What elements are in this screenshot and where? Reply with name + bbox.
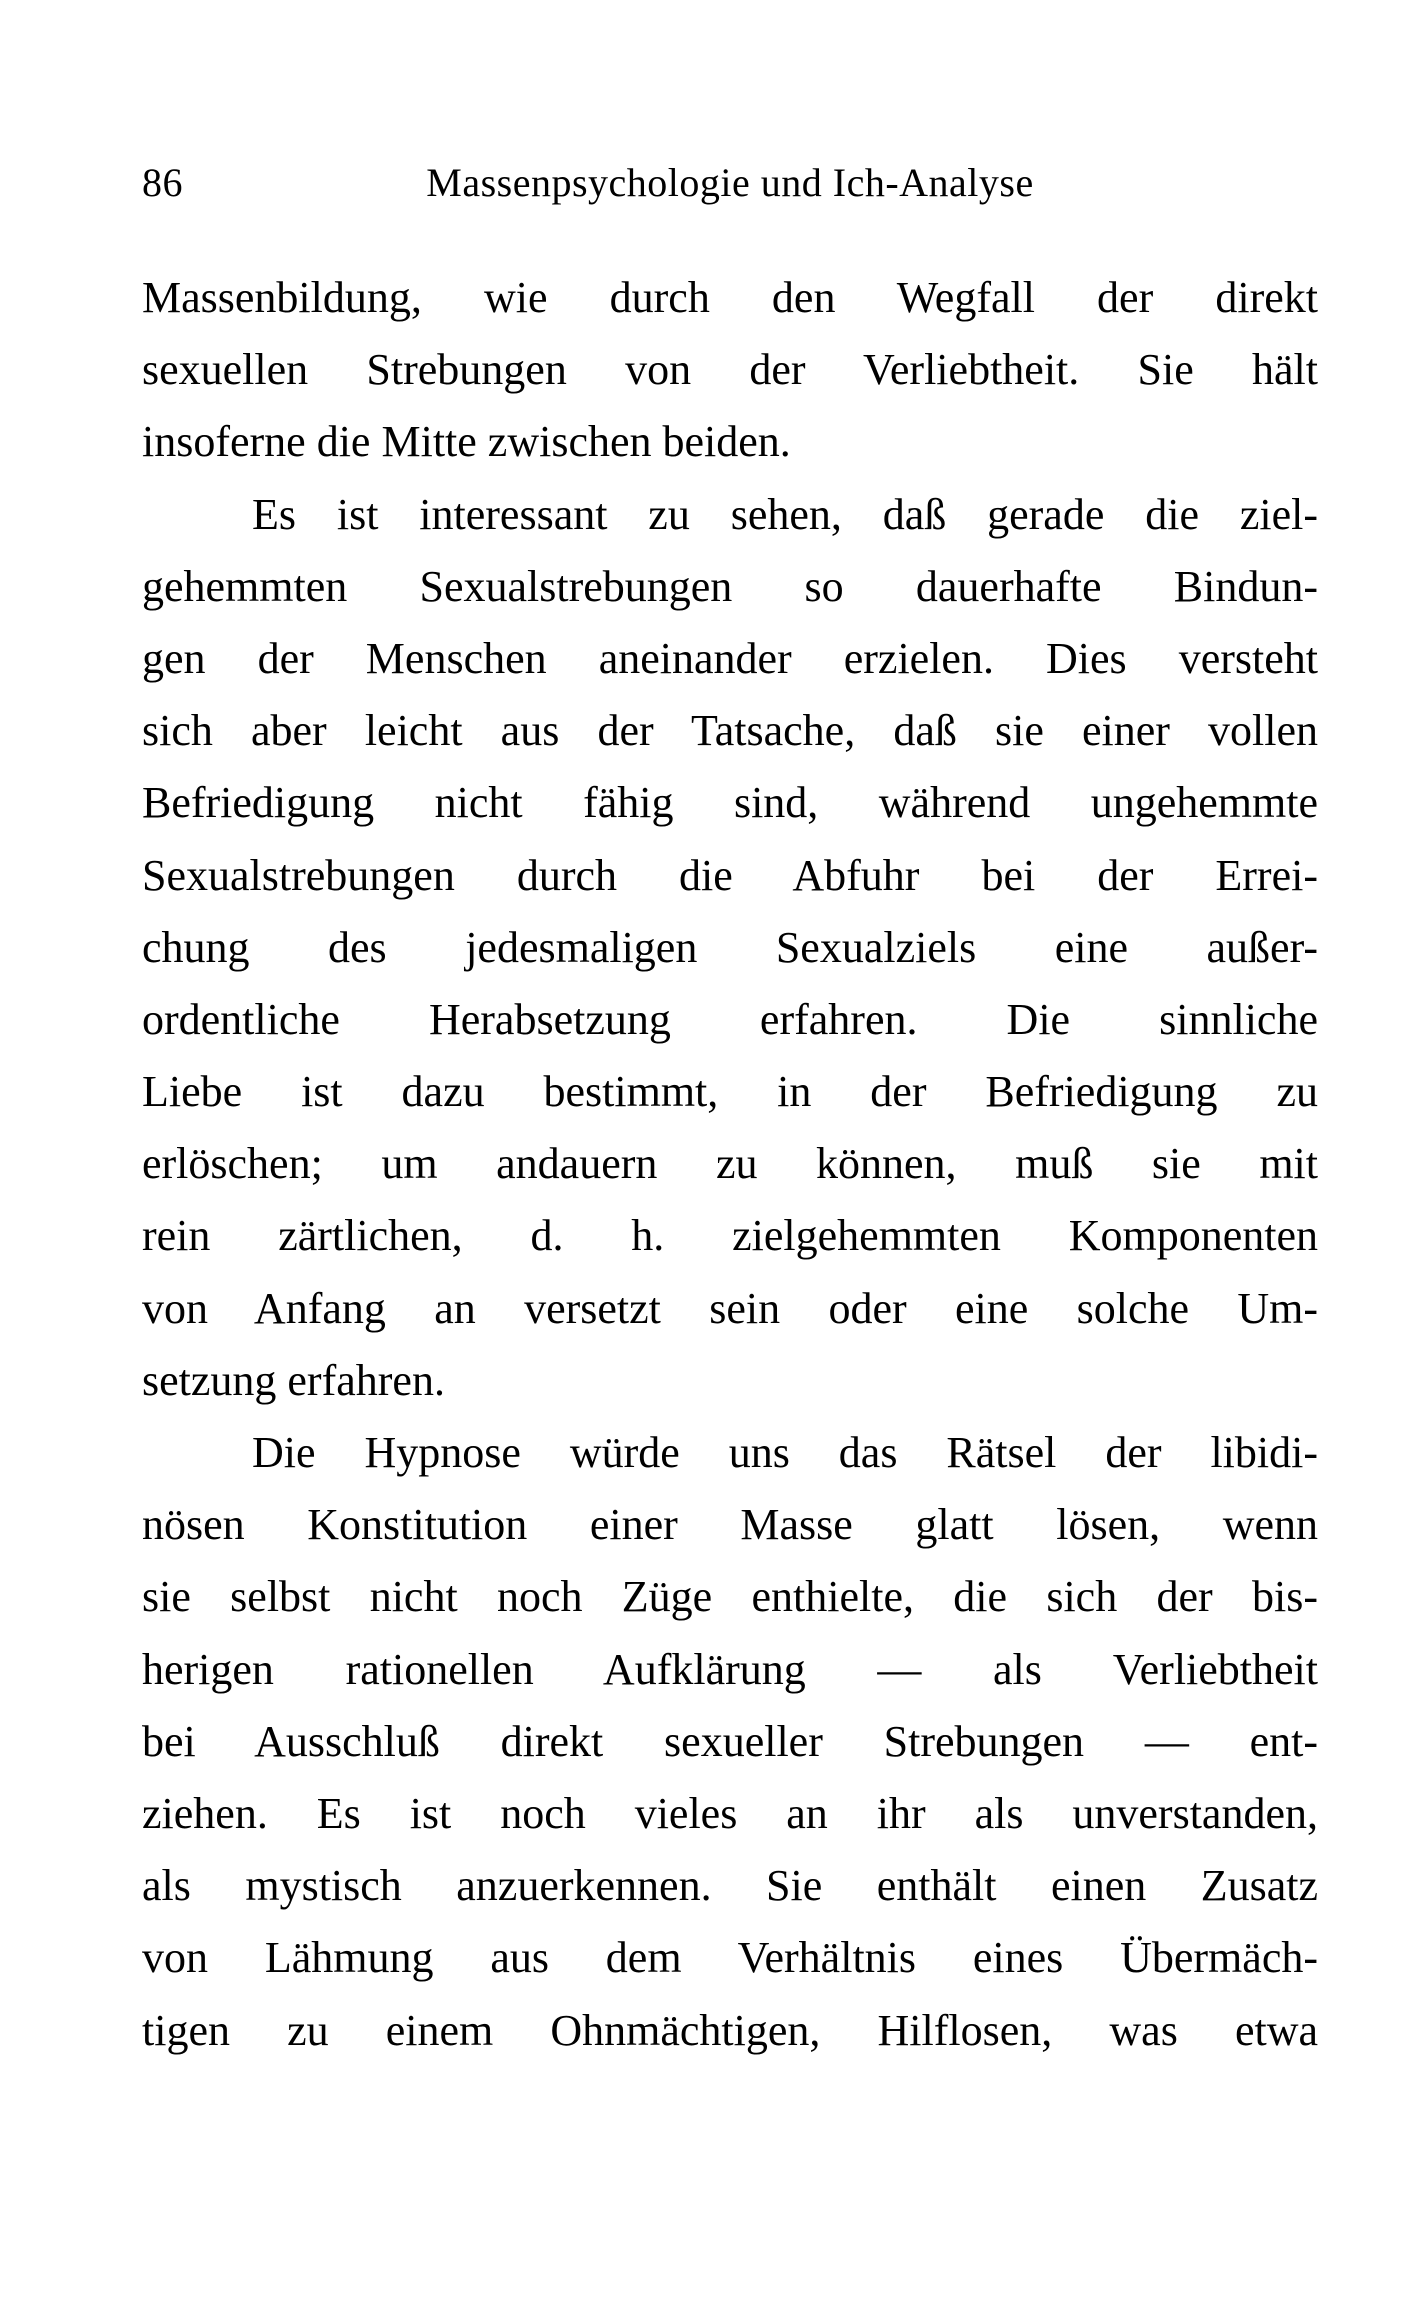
text-line: ordentliche Herabsetzung erfahren. Die sinnliche — [142, 994, 1318, 1044]
text-line: chung des jedesmaligen Sexualziels eine außer- — [142, 922, 1318, 972]
page-body — [142, 262, 1318, 2067]
text-line: setzung erfahren. — [142, 1355, 445, 1405]
text-line: als mystisch anzuerkennen. Sie enthält einen Zusatz — [142, 1861, 1318, 1911]
text-line: sich aber leicht aus der Tatsache, daß sie einer vollen — [142, 706, 1318, 756]
text-line: tigen zu einem Ohnmächtigen, Hilflosen, was etwa — [142, 2005, 1318, 2055]
text-line: gen der Menschen aneinander erzielen. Dies versteht — [142, 633, 1318, 683]
text-line: bei Ausschluß direkt sexueller Strebungen — ent- — [142, 1716, 1318, 1766]
text-line: Es ist interessant zu sehen, daß gerade die ziel- — [252, 489, 1318, 539]
text-line: ziehen. Es ist noch vieles an ihr als unverstanden, — [142, 1788, 1318, 1838]
text-line: erlöschen; um andauern zu können, muß sie mit — [142, 1139, 1318, 1189]
text-line: von Anfang an versetzt sein oder eine solche Um- — [142, 1283, 1318, 1333]
text-line: rein zärtlichen, d. h. zielgehemmten Komponenten — [142, 1211, 1318, 1261]
text-line: Sexualstrebungen durch die Abfuhr bei der Errei- — [142, 850, 1318, 900]
text-line: sexuellen Strebungen von der Verliebtheit. Sie hält — [142, 345, 1318, 395]
text-line: Die Hypnose würde uns das Rätsel der libidi- — [252, 1428, 1318, 1477]
text-line: von Lähmung aus dem Verhältnis eines Übermäch- — [142, 1933, 1318, 1983]
text-line: Massenbildung, wie durch den Wegfall der direkt — [142, 273, 1318, 322]
page-header — [142, 158, 1318, 208]
text-line: insoferne die Mitte zwischen beiden. — [142, 417, 791, 467]
text-line: gehemmten Sexualstrebungen so dauerhafte Bindun- — [142, 561, 1318, 611]
text-line: Befriedigung nicht fähig sind, während ungehemmte — [142, 778, 1318, 828]
text-line: Liebe ist dazu bestimmt, in der Befriedigung zu — [142, 1067, 1318, 1117]
text-line: sie selbst nicht noch Züge enthielte, die sich der bis- — [142, 1572, 1318, 1622]
running-title: Massenpsychologie und Ich-Analyse — [426, 160, 1034, 205]
text-line: nösen Konstitution einer Masse glatt lösen, wenn — [142, 1500, 1318, 1550]
page-number: 86 — [142, 160, 183, 205]
text-line: herigen rationellen Aufklärung — als Verliebtheit — [142, 1644, 1318, 1694]
